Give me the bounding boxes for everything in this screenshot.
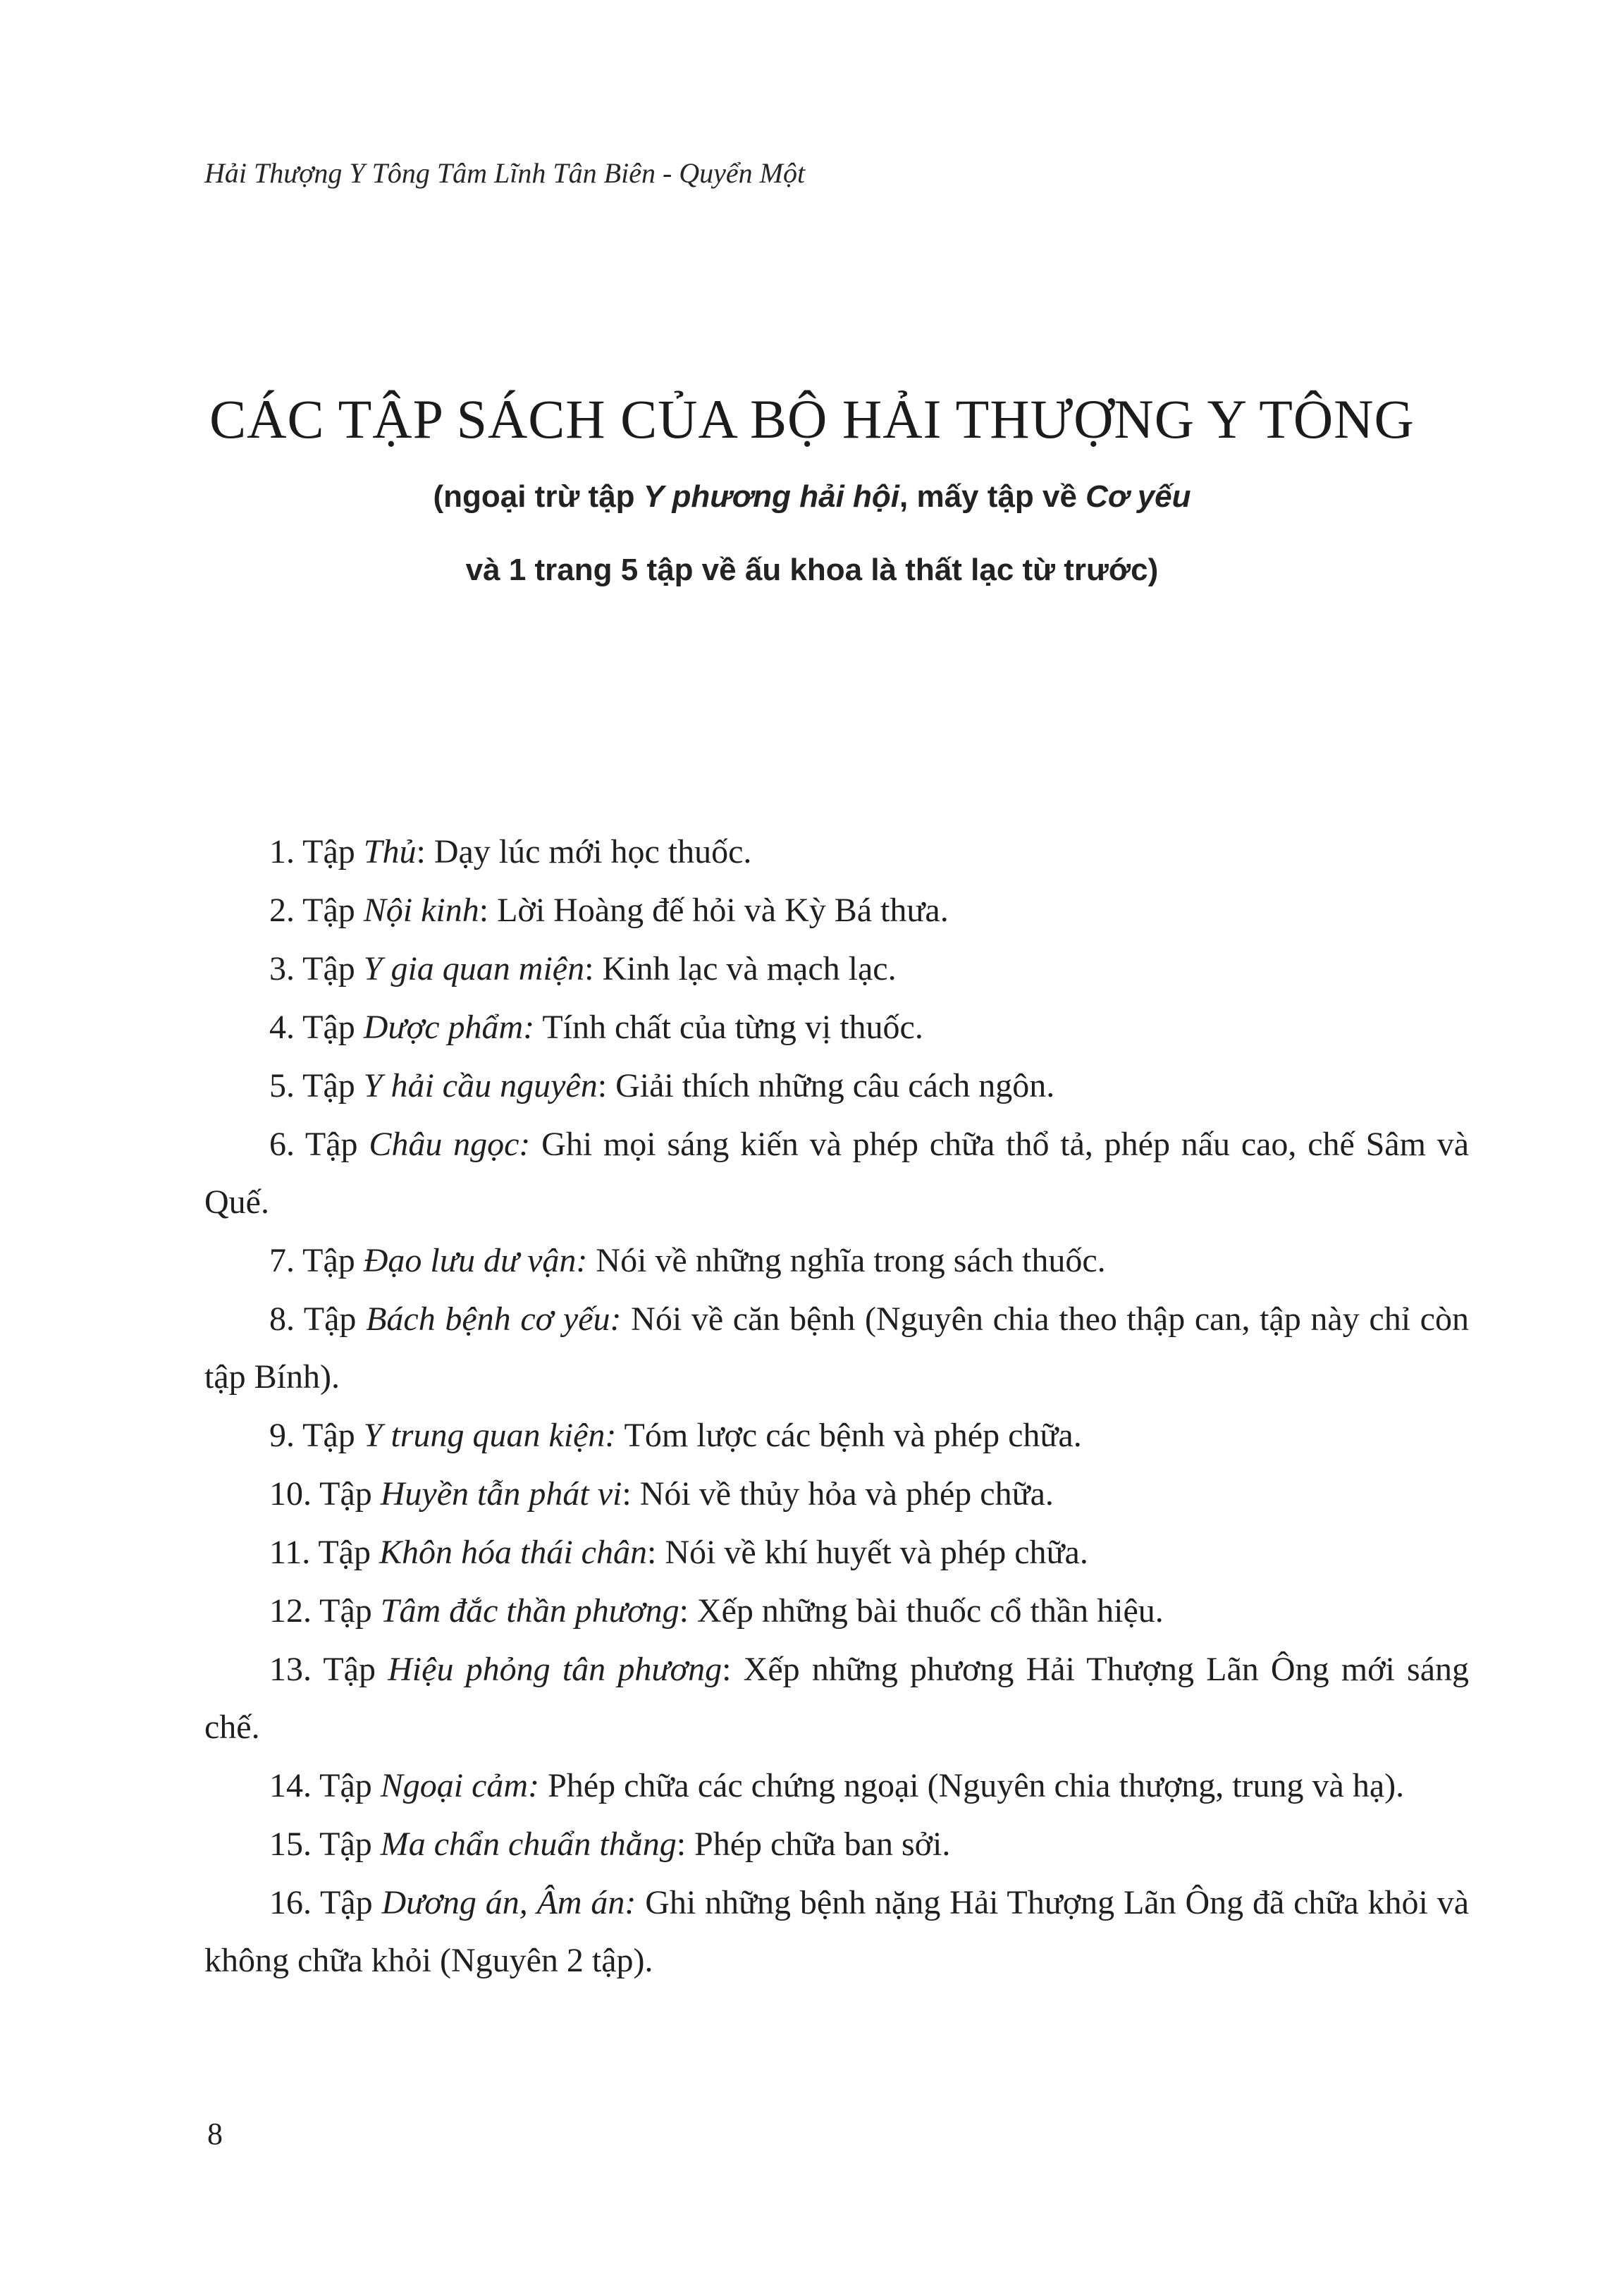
item-number: 8. Tập — [269, 1300, 367, 1338]
running-header: Hải Thượng Y Tông Tâm Lĩnh Tân Biên - Quyển Một — [204, 157, 806, 189]
page-title: CÁC TẬP SÁCH CỦA BỘ HẢI THƯỢNG Y TÔNG — [209, 388, 1415, 450]
item-description: Xếp những phương Hải Thượng Lãn Ông mới sáng chế. — [204, 1651, 1470, 1746]
item-description: Nói về căn bệnh (Nguyên chia theo thập can, tập này chỉ còn tập Bính). — [204, 1300, 1469, 1396]
item-book-name: Nội kinh — [363, 892, 479, 929]
item-description: Phép chữa các chứng ngoại (Nguyên chia thượng, trung và hạ). — [539, 1767, 1405, 1804]
item-book-name: Ngoại cảm: — [380, 1767, 540, 1804]
item-colon: : — [722, 1651, 732, 1688]
list-item — [204, 1816, 1469, 1873]
item-description: Nói về thủy hỏa và phép chữa. — [631, 1475, 1054, 1513]
item-description: Phép chữa ban sởi. — [686, 1826, 951, 1863]
item-description: Tính chất của từng vị thuốc. — [534, 1009, 923, 1046]
list-item — [204, 999, 1469, 1057]
item-number: 3. Tập — [269, 950, 364, 987]
item-book-name: Tâm đắc thần phương — [380, 1592, 679, 1630]
list-item — [204, 1641, 1469, 1756]
item-book-name: Y trung quan kiện: — [363, 1417, 617, 1454]
item-book-name: Thủ — [363, 833, 417, 870]
item-book-name: Dương án, Âm án: — [381, 1884, 636, 1921]
item-book-name: Y gia quan miện — [363, 950, 585, 987]
item-book-name: Bách bệnh cơ yếu: — [366, 1300, 622, 1338]
item-book-name: Hiệu phỏng tân phương — [388, 1651, 722, 1688]
subtitle-book-title: Y phương hải hội — [643, 479, 900, 514]
item-number: 11. Tập — [269, 1534, 379, 1571]
item-description: Nói về những nghĩa trong sách thuốc. — [587, 1242, 1106, 1279]
list-item — [204, 823, 1469, 881]
item-colon: : — [597, 1067, 608, 1104]
item-colon: : — [479, 892, 489, 929]
item-number: 13. Tập — [269, 1651, 388, 1688]
item-description: Lời Hoàng đế hỏi và Kỳ Bá thưa. — [488, 892, 949, 929]
list-item — [204, 882, 1469, 940]
item-number: 6. Tập — [269, 1126, 369, 1163]
item-book-name: Dược phẩm: — [363, 1009, 535, 1046]
list-item — [204, 1232, 1469, 1290]
page-number: 8 — [207, 2117, 223, 2151]
item-colon: : — [416, 833, 426, 870]
item-number: 12. Tập — [269, 1592, 381, 1630]
list-item — [204, 1757, 1469, 1815]
item-book-name: Đạo lưu dư vận: — [363, 1242, 588, 1279]
list-item — [204, 1582, 1469, 1640]
item-number: 10. Tập — [269, 1475, 381, 1513]
item-number: 4. Tập — [269, 1009, 364, 1046]
item-book-name: Huyền tẫn phát vi — [380, 1475, 622, 1513]
subtitle-line-2: và 1 trang 5 tập về ấu khoa là thất lạc từ trước) — [465, 553, 1159, 587]
item-description: Kinh lạc và mạch lạc. — [593, 950, 897, 987]
list-item — [204, 1524, 1469, 1582]
subtitle-line-1 — [0, 479, 1624, 515]
item-description: Dạy lúc mới học thuốc. — [425, 833, 752, 870]
list-item — [204, 1465, 1469, 1523]
item-number: 2. Tập — [269, 892, 364, 929]
item-description: Nói về khí huyết và phép chữa. — [656, 1534, 1088, 1571]
item-number: 16. Tập — [269, 1884, 382, 1921]
item-book-name: Ma chẩn chuẩn thằng — [380, 1826, 677, 1863]
item-number: 7. Tập — [269, 1242, 364, 1279]
item-book-name: Khôn hóa thái chân — [379, 1534, 647, 1571]
item-number: 15. Tập — [269, 1826, 381, 1863]
item-book-name: Y hải cầu nguyên — [363, 1067, 598, 1104]
list-item — [204, 1116, 1469, 1231]
item-book-name: Châu ngọc: — [369, 1126, 531, 1163]
item-description: Ghi mọi sáng kiến và phép chữa thổ tả, phép nấu cao, chế Sâm và Quế. — [204, 1126, 1469, 1221]
item-colon: : — [676, 1826, 687, 1863]
item-number: 1. Tập — [269, 833, 364, 870]
item-colon: : — [679, 1592, 689, 1630]
item-description: Giải thích những câu cách ngôn. — [607, 1067, 1055, 1104]
subtitle-text: (ngoại trừ tập — [433, 479, 644, 514]
list-item — [204, 940, 1469, 998]
list-item — [204, 1057, 1469, 1115]
item-colon: : — [584, 950, 594, 987]
item-colon: : — [622, 1475, 632, 1513]
subtitle-text: , mấy tập về — [899, 479, 1086, 514]
book-list — [204, 823, 1469, 1990]
subtitle-book-title: Cơ yếu — [1085, 479, 1191, 514]
item-number: 9. Tập — [269, 1417, 364, 1454]
item-description: Ghi những bệnh nặng Hải Thượng Lãn Ông đã chữa khỏi và không chữa khỏi (Nguyên 2 tập). — [204, 1884, 1470, 1979]
item-colon: : — [646, 1534, 657, 1571]
item-description: Xếp những bài thuốc cổ thần hiệu. — [688, 1592, 1164, 1630]
item-number: 5. Tập — [269, 1067, 364, 1104]
list-item — [204, 1407, 1469, 1465]
list-item — [204, 1291, 1469, 1406]
list-item — [204, 1874, 1469, 1990]
item-description: Tóm lược các bệnh và phép chữa. — [616, 1417, 1082, 1454]
item-number: 14. Tập — [269, 1767, 381, 1804]
